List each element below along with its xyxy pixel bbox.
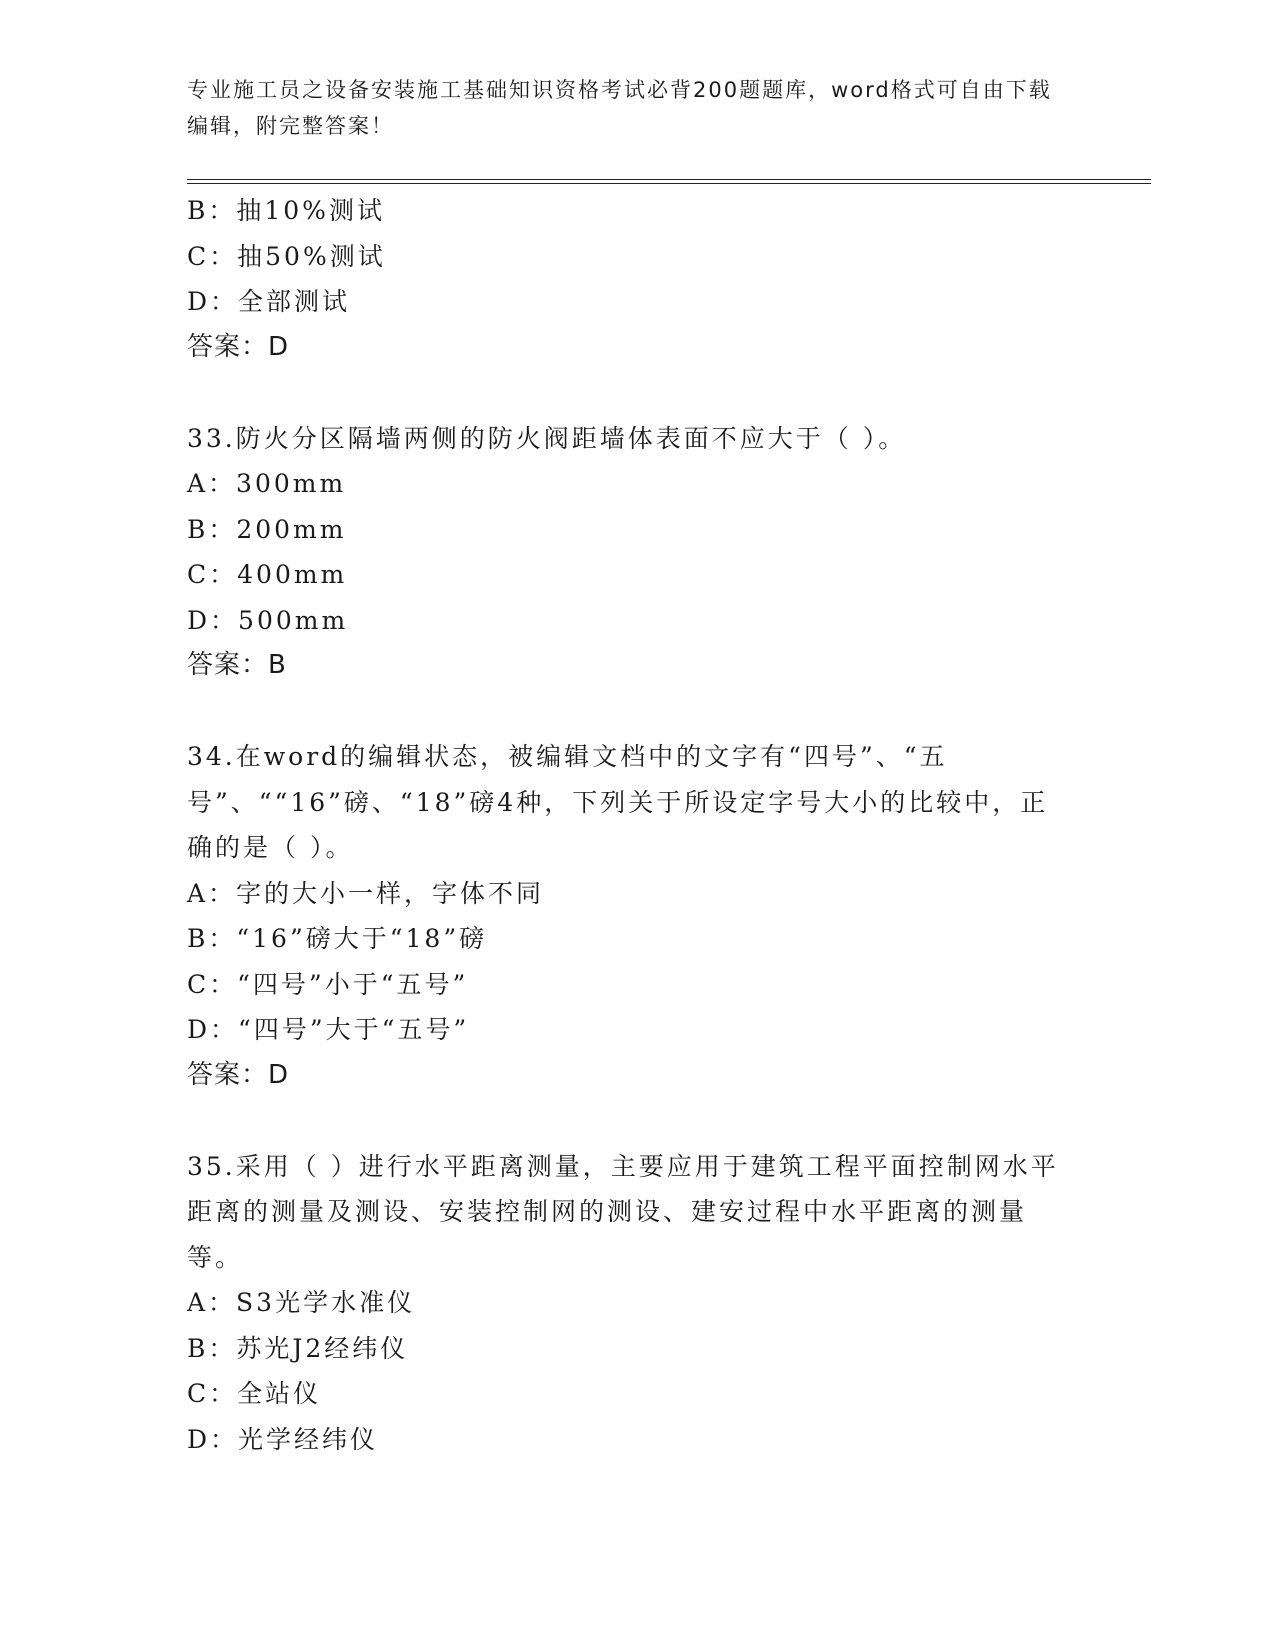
document-header-title: 专业施工员之设备安装施工基础知识资格考试必背200题题库，word格式可自由下载编辑，附完整答案！ (187, 78, 1052, 138)
option-a: A：字的大小一样，字体不同 (187, 878, 545, 908)
spacer (187, 689, 1067, 735)
question-text: 34.在word的编辑状态，被编辑文档中的文字有“四号”、“五号”、““16”磅、“18”磅4种，下列关于所设定字号大小的比较中，正确的是（ ）。 (187, 742, 1049, 862)
question-text: 33.防火分区隔墙两侧的防火阀距墙体表面不应大于（ ）。 (187, 423, 907, 453)
option-b: B：苏光J2经纬仪 (187, 1333, 409, 1363)
question-33 (187, 416, 1067, 689)
header-rule-top (187, 179, 1151, 180)
option-b: B：“16”磅大于“18”磅 (187, 924, 488, 953)
header-rule-bottom (187, 183, 1151, 184)
question-text: 35.采用（ ）进行水平距离测量，主要应用于建筑工程平面控制网水平距离的测量及测设、安装控制网的测设、建安过程中水平距离的测量等。 (187, 1151, 1059, 1272)
option-c: C：400mm (187, 560, 348, 589)
option-d: D：500mm (187, 605, 349, 635)
spacer (187, 1098, 1067, 1144)
option-d: D：光学经纬仪 (187, 1424, 379, 1454)
option-c: C：“四号”小于“五号” (187, 969, 469, 999)
question-35 (187, 1144, 1067, 1463)
option-c: C：抽50%测试 (187, 241, 386, 271)
spacer (187, 370, 1067, 416)
question-content (187, 188, 1067, 1462)
question-32-tail (187, 188, 1067, 370)
option-a: A：S3光学水准仪 (187, 1288, 416, 1317)
answer-line: 答案：D (187, 1059, 290, 1090)
option-d: D：全部测试 (187, 287, 351, 316)
option-a: A：300mm (187, 469, 347, 498)
answer-line: 答案：D (187, 331, 290, 362)
question-34 (187, 734, 1067, 1098)
option-b: B：抽10%测试 (187, 196, 385, 225)
option-d: D：“四号”大于“五号” (187, 1015, 470, 1044)
option-b: B：200mm (187, 514, 347, 544)
answer-line: 答案：B (187, 650, 287, 680)
option-c: C：全站仪 (187, 1379, 322, 1408)
